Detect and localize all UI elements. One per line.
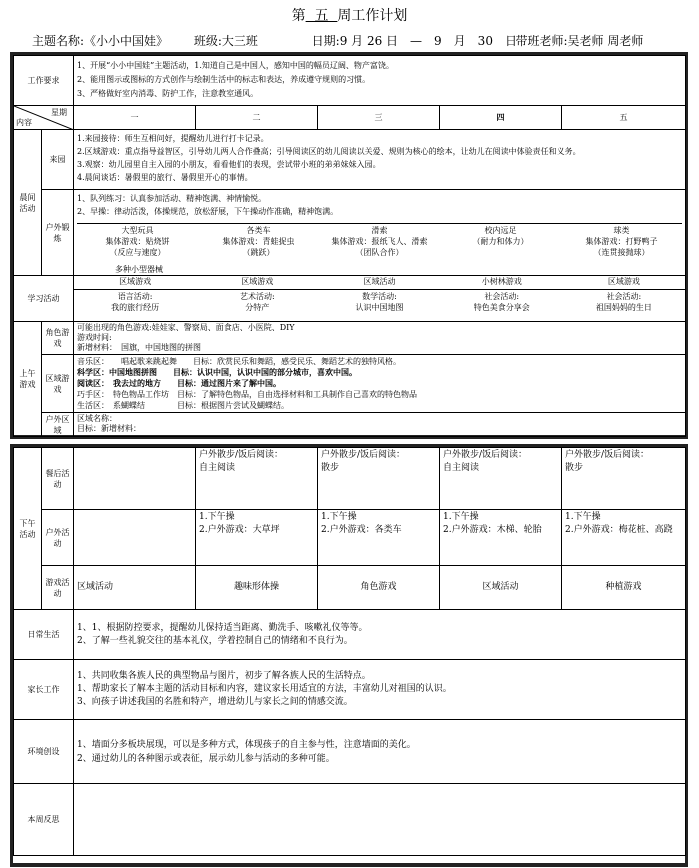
afternoon-game-cell: 角色游戏 bbox=[318, 566, 440, 610]
area-game-line: 科学区：中国地图拼图 目标：认识中国，认识中国的部分城市，喜欢中国。 bbox=[77, 367, 357, 377]
learning-subject bbox=[318, 291, 440, 313]
game-goal: （反应与速度） bbox=[109, 248, 166, 257]
after-meal-content: 自主阅读 bbox=[199, 463, 236, 473]
afternoon-game-cell: 区域活动 bbox=[440, 566, 562, 610]
outdoor-item: 1、队列练习：认真参加活动、精神饱满、神情愉悦。 bbox=[77, 194, 267, 203]
learning-subject bbox=[563, 291, 685, 313]
day-1: 一 bbox=[74, 106, 196, 130]
reflection-row bbox=[14, 784, 686, 856]
subject-title: 数学活动: bbox=[362, 292, 397, 301]
daily-life-content bbox=[74, 610, 686, 660]
game-goal: （耐力和体力） bbox=[472, 237, 529, 246]
game-equipment: 校内远足 bbox=[484, 226, 517, 235]
reflection-content[interactable] bbox=[74, 784, 686, 856]
after-meal-cell bbox=[74, 448, 196, 510]
class-label: 班级:大三班 bbox=[193, 34, 258, 48]
outdoor-game bbox=[440, 225, 561, 258]
day-5: 五 bbox=[562, 106, 686, 130]
outdoor-label: 户外锻炼 bbox=[42, 190, 74, 276]
after-meal-cell bbox=[440, 448, 562, 510]
after-meal-content: 散步 bbox=[565, 463, 584, 473]
game-name: 集体游戏：报纸飞人、滑索 bbox=[331, 237, 428, 246]
work-requirements-label: 工作要求 bbox=[14, 56, 74, 106]
subject-content: 分特产 bbox=[245, 303, 270, 312]
learning-subject bbox=[196, 291, 318, 313]
after-meal-row bbox=[14, 448, 686, 510]
weekday-corner bbox=[14, 106, 74, 130]
subject-title: 社会活动: bbox=[606, 292, 642, 301]
outdoor-line-1: 1.下午操 bbox=[321, 512, 357, 522]
learning-top-cell: 小树林游戏 bbox=[481, 277, 522, 286]
arrival-label: 来园 bbox=[42, 130, 74, 190]
outdoor-row bbox=[14, 190, 686, 276]
game-equipment: 球类 bbox=[613, 226, 630, 235]
afternoon-outdoor-cell bbox=[318, 510, 440, 566]
role-play-label: 角色游戏 bbox=[42, 322, 74, 355]
afternoon-outdoor-label: 户外活动 bbox=[42, 510, 74, 566]
outdoor-line-2: 2.户外游戏：大草坪 bbox=[199, 525, 280, 535]
daily-life-label: 日常生活 bbox=[14, 610, 74, 660]
parents-label: 家长工作 bbox=[14, 660, 74, 720]
afternoon-outdoor-cell bbox=[74, 510, 196, 566]
arrival-item: 3.观察：幼儿园里自主入园的小朋友，看看他们的表现，尝试带小班的弟弟妹妹入园。 bbox=[77, 160, 381, 169]
day-2: 二 bbox=[196, 106, 318, 130]
daily-life-item: 1、1、根据防控要求，提醒幼儿保持适当距离、勤洗手、咳嗽礼仪等等。 bbox=[77, 622, 368, 633]
week-number: 五 bbox=[314, 8, 329, 24]
area-game-line: 阅读区： 我去过的地方 目标：通过图片来了解中国。 bbox=[77, 378, 281, 388]
lower-section bbox=[10, 444, 688, 867]
theme-label: 主题名称:《小小中国娃》 bbox=[32, 34, 169, 48]
role-play-line: 游戏时间: bbox=[77, 333, 112, 342]
role-play-content bbox=[74, 322, 686, 355]
weekday-row bbox=[14, 106, 686, 130]
arrival-item: 2.区域游戏：重点指导益智区，引导幼儿两人合作叠高；引导阅读区的幼儿阅读以关爱、规则为核心的绘本，让幼儿在阅读中体验责任和义务。 bbox=[77, 147, 581, 156]
learning-label: 学习活动 bbox=[14, 276, 74, 322]
after-meal-cell bbox=[318, 448, 440, 510]
outdoor-line-2: 2.户外游戏：各类车 bbox=[321, 525, 402, 535]
environment-label: 环境创设 bbox=[14, 720, 74, 784]
corner-bottom-label: 内容 bbox=[16, 118, 32, 127]
subject-title: 语言活动: bbox=[117, 292, 153, 301]
work-requirements-row bbox=[14, 56, 686, 106]
after-meal-title: 户外散步/饭后阅读： bbox=[321, 450, 406, 460]
daily-life-row bbox=[14, 610, 686, 660]
parents-content bbox=[74, 660, 686, 720]
role-play-line: 新增材料： 国旗，中国地图的拼图 bbox=[77, 343, 201, 352]
outdoor-games bbox=[77, 223, 682, 258]
parents-item: 3、向孩子讲述我国的名胜和特产，增进幼儿与家长之间的情感交流。 bbox=[77, 697, 353, 707]
date-label: 日期:9 月 26 日 — 9 月 30 日 bbox=[311, 34, 517, 48]
afternoon-game-cell: 种植游戏 bbox=[562, 566, 686, 610]
subject-content: 祖国妈妈的生日 bbox=[595, 303, 652, 312]
outdoor-line-2: 2.户外游戏：梅花桩、高跷 bbox=[565, 525, 673, 535]
learning-top-cell: 区域活动 bbox=[363, 277, 396, 286]
game-equipment: 大型玩具 bbox=[121, 226, 154, 235]
learning-subjects bbox=[74, 290, 685, 313]
area-game-line: 生活区： 系蝴蝶结 目标：根据图片尝试及蝴蝶结。 bbox=[77, 401, 289, 410]
page-title bbox=[0, 5, 699, 25]
daily-life-item: 2、了解一些礼貌交往的基本礼仪，学着控制自己的情绪和不良行为。 bbox=[77, 635, 353, 646]
arrival-row bbox=[14, 130, 686, 190]
outdoor-game bbox=[198, 225, 319, 258]
forenoon-label: 上午游戏 bbox=[14, 322, 42, 437]
after-meal-title: 户外散步/饭后阅读： bbox=[443, 450, 528, 460]
outdoor-area-line: 目标：新增材料： bbox=[77, 424, 141, 433]
requirement-item: 3、严格做好室内消毒、防护工作，注意教室通风。 bbox=[77, 89, 259, 98]
day-3: 三 bbox=[318, 106, 440, 130]
environment-item: 2、通过幼儿的各种图示或表征，展示幼儿参与活动的多种可能。 bbox=[77, 753, 335, 764]
learning-subject bbox=[441, 291, 563, 313]
subject-title: 社会活动: bbox=[484, 292, 520, 301]
environment-row bbox=[14, 720, 686, 784]
after-meal-label: 餐后活动 bbox=[42, 448, 74, 510]
teacher-label: 带班老师:吴老师 周老师 bbox=[515, 34, 644, 48]
after-meal-title: 户外散步/饭后阅读： bbox=[199, 450, 284, 460]
afternoon-outdoor-cell bbox=[196, 510, 318, 566]
lower-table bbox=[13, 447, 686, 856]
requirement-item: 2、能用图示或图标的方式创作与绘制生活中的标志和表达，养成遵守规则的习惯。 bbox=[77, 75, 371, 84]
morning-label: 晨间活动 bbox=[14, 130, 42, 276]
outdoor-line-2: 2.户外游戏：木梯、轮胎 bbox=[443, 525, 542, 535]
learning-row bbox=[14, 276, 686, 322]
requirement-item: 1、开展“小小中国娃”主题活动，1.知道自己是中国人，感知中国的幅员辽阔、物产富饶。 bbox=[77, 61, 394, 70]
title-suffix: 周工作计划 bbox=[337, 8, 408, 24]
afternoon-game-cell: 区域活动 bbox=[74, 566, 196, 610]
environment-item: 1、墙面分多板块展现，可以是多种方式，体现孩子的自主参与性，注意墙面的美化。 bbox=[77, 739, 416, 750]
role-play-row bbox=[14, 322, 686, 355]
game-goal: （连贯接抛球） bbox=[593, 248, 650, 257]
area-game-line: 巧手区： 特色物品工作坊 目标：了解特色物品，自由选择材料和工具制作自己喜欢的特色物品 bbox=[77, 390, 417, 399]
game-equipment: 各类车 bbox=[246, 226, 271, 235]
parents-item: 1、共同收集各族人民的典型物品与图片，初步了解各族人民的生活特点。 bbox=[77, 671, 371, 681]
after-meal-content: 散步 bbox=[321, 463, 340, 473]
afternoon-game-row bbox=[14, 566, 686, 610]
outdoor-area-content bbox=[74, 413, 686, 437]
subject-content: 特色美食分享会 bbox=[473, 303, 530, 312]
info-bar bbox=[32, 32, 672, 49]
outdoor-line-1: 1.下午操 bbox=[199, 512, 235, 522]
learning-top-row bbox=[74, 276, 685, 290]
outdoor-item: 2、早操：律动活泼，体操规范，放松舒展，下午操动作准确，精神饱满。 bbox=[77, 207, 339, 216]
game-name: 集体游戏：打野鸭子 bbox=[585, 237, 658, 246]
reflection-label: 本周反思 bbox=[14, 784, 74, 856]
arrival-content bbox=[74, 130, 686, 190]
arrival-item: 4.晨间谈话：暑假里的旅行、暑假里开心的事情。 bbox=[77, 173, 253, 182]
outdoor-game bbox=[77, 225, 198, 258]
after-meal-title: 户外散步/饭后阅读： bbox=[565, 450, 650, 460]
area-games-label: 区域游戏 bbox=[42, 355, 74, 413]
parents-item: 1、帮助家长了解本主题的活动目标和内容，建议家长用适宜的方法，丰富幼儿对祖国的认识。 bbox=[77, 684, 452, 694]
learning-content bbox=[74, 276, 686, 322]
learning-top-cell: 区域游戏 bbox=[241, 277, 274, 286]
after-meal-cell bbox=[196, 448, 318, 510]
outdoor-line-1: 1.下午操 bbox=[565, 512, 601, 522]
parents-row bbox=[14, 660, 686, 720]
after-meal-cell bbox=[562, 448, 686, 510]
title-prefix: 第 bbox=[291, 8, 306, 24]
afternoon-outdoor-row bbox=[14, 510, 686, 566]
outdoor-area-line: 区域名称： bbox=[77, 414, 117, 423]
outdoor-content bbox=[74, 190, 686, 276]
work-requirements-content bbox=[74, 56, 686, 106]
learning-top-cell: 区域游戏 bbox=[119, 277, 152, 286]
afternoon-label: 下午活动 bbox=[14, 448, 42, 610]
role-play-line: 可能出现的角色游戏:娃娃家、警察局、面食店、小医院、DIY bbox=[77, 323, 295, 332]
upper-table bbox=[13, 55, 686, 437]
arrival-item: 1.来园接待：师生互相问好，提醒幼儿进行打卡记录。 bbox=[77, 134, 269, 143]
upper-section bbox=[10, 52, 688, 439]
game-equipment: 滑索 bbox=[371, 226, 388, 235]
game-goal: （跳跃） bbox=[242, 248, 275, 257]
subject-content: 认识中国地图 bbox=[355, 303, 404, 312]
afternoon-game-cell: 趣味形体操 bbox=[196, 566, 318, 610]
subject-content: 我的旅行经历 bbox=[111, 303, 160, 312]
outdoor-extra: 多种小型器械 bbox=[115, 265, 163, 274]
environment-content bbox=[74, 720, 686, 784]
outdoor-area-row bbox=[14, 413, 686, 437]
outdoor-game bbox=[319, 225, 440, 258]
learning-subject bbox=[74, 291, 196, 313]
afternoon-outdoor-cell bbox=[440, 510, 562, 566]
afternoon-game-label: 游戏活动 bbox=[42, 566, 74, 610]
outdoor-game bbox=[561, 225, 682, 258]
corner-top-label: 星期 bbox=[51, 108, 67, 117]
area-games-row bbox=[14, 355, 686, 413]
game-goal: （团队合作） bbox=[355, 248, 404, 257]
learning-top-cell: 区域游戏 bbox=[607, 277, 640, 286]
game-name: 集体游戏：青蛙捉虫 bbox=[222, 237, 295, 246]
afternoon-outdoor-cell bbox=[562, 510, 686, 566]
area-games-content bbox=[74, 355, 686, 413]
outdoor-area-label: 户外区域 bbox=[42, 413, 74, 437]
area-game-line: 音乐区： 唱起歌来跳起舞 目标：欣赏民乐和舞蹈，感受民乐、舞蹈艺术的独特风格。 bbox=[77, 357, 401, 366]
outdoor-line-1: 1.下午操 bbox=[443, 512, 479, 522]
after-meal-content: 自主阅读 bbox=[443, 463, 480, 473]
subject-title: 艺术活动: bbox=[239, 292, 275, 301]
day-4: 四 bbox=[440, 106, 562, 130]
game-name: 集体游戏：贴烧饼 bbox=[105, 237, 170, 246]
